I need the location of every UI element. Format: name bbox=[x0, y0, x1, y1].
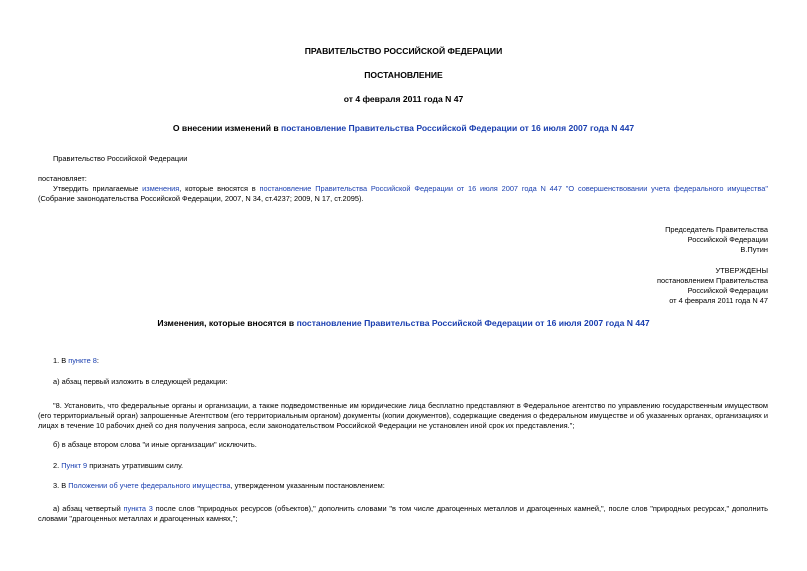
point-3-link[interactable]: пункта 3 bbox=[123, 504, 153, 513]
approved-line-1: УТВЕРЖДЕНЫ bbox=[715, 266, 768, 275]
approve-text-a: Утвердить прилагаемые bbox=[53, 184, 143, 193]
item-2 bbox=[38, 461, 768, 471]
item-3 bbox=[38, 481, 768, 491]
approved-block bbox=[468, 266, 768, 306]
title-prefix: О внесении изменений в bbox=[172, 123, 282, 133]
changes-title bbox=[0, 318, 807, 328]
changes-title-link[interactable]: постановление Правительства Российской Федерации от 16 июля 2007 года N 447 bbox=[296, 318, 650, 328]
regulation-link[interactable]: Положении об учете федерального имущества bbox=[68, 481, 231, 490]
document-date: от 4 февраля 2011 года N 47 bbox=[343, 94, 464, 104]
paragraph-decrees: постановляет: bbox=[38, 174, 87, 183]
approved-line-3: Российской Федерации bbox=[687, 286, 768, 295]
government-heading: ПРАВИТЕЛЬСТВО РОССИЙСКОЙ ФЕДЕРАЦИИ bbox=[304, 46, 503, 56]
paragraph-government: Правительство Российской Федерации bbox=[53, 154, 188, 163]
title-link[interactable]: постановление Правительства Российской Федерации от 16 июля 2007 года N 447 bbox=[281, 123, 635, 133]
point-9-link[interactable]: Пункт 9 bbox=[61, 461, 88, 470]
signature-line-3: В.Путин bbox=[740, 245, 768, 254]
document-title bbox=[0, 123, 807, 133]
item-2-text-a: 2. bbox=[53, 461, 62, 470]
signature-line-2: Российской Федерации bbox=[687, 235, 768, 244]
changes-link[interactable]: изменения bbox=[142, 184, 180, 193]
item-1-text-b: : bbox=[96, 356, 99, 365]
approved-line-4: от 4 февраля 2011 года N 47 bbox=[669, 296, 768, 305]
item-1b: б) в абзаце втором слова "и иные организации" исключить. bbox=[53, 440, 257, 449]
signature-line-1: Председатель Правительства bbox=[665, 225, 768, 234]
changes-title-prefix: Изменения, которые вносятся в bbox=[157, 318, 297, 328]
point-8-link[interactable]: пункте 8 bbox=[68, 356, 97, 365]
item-3-text-b: , утвержденном указанным постановлением: bbox=[230, 481, 385, 490]
item-3a-text-a: а) абзац четвертый bbox=[53, 504, 124, 513]
paragraph-approve bbox=[38, 184, 768, 204]
resolution-link[interactable]: постановление Правительства Российской Федерации от 16 июля 2007 года N 447 "О совершенствовании учета федерального имущества" bbox=[259, 184, 768, 193]
item-2-text-b: признать утратившим силу. bbox=[87, 461, 184, 470]
approve-text-b: , которые вносятся в bbox=[179, 184, 260, 193]
item-1a: а) абзац первый изложить в следующей редакции: bbox=[53, 377, 228, 386]
item-3a-text-b: после слов "природных ресурсов (объектов)," дополнить словами "в том числе драгоценных металлов и драгоценных камней,", после слов "природных ресурсах," дополнить словами "драгоценных металлах и драгоценных камнях,"; bbox=[38, 504, 768, 523]
item-1-quote: "8. Установить, что федеральные органы и организации, а также подведомственные им юридические лица бесплатно представляют в Федеральное агентство по управлению государственным имуществом (его территориальный орган) запрошенные Агентством (его территориальным органом) документы (копии документов), содержащие сведения о федеральном имуществе и об указанных органах, организациях и лицах в течение 10 рабочих дней со дня получения запроса, если законодательством Российской Федерации не установлен иной срок их представления."; bbox=[38, 401, 768, 430]
approve-text-c: (Собрание законодательства Российской Федерации, 2007, N 34, ст.4237; 2009, N 17, ст.2095). bbox=[38, 194, 364, 203]
item-1-text-a: 1. В bbox=[53, 356, 69, 365]
item-3-text-a: 3. В bbox=[53, 481, 69, 490]
signature-block bbox=[468, 225, 768, 255]
approved-line-2: постановлением Правительства bbox=[657, 276, 768, 285]
item-3a bbox=[38, 504, 768, 524]
item-1 bbox=[38, 356, 768, 366]
document-type: ПОСТАНОВЛЕНИЕ bbox=[364, 70, 443, 80]
